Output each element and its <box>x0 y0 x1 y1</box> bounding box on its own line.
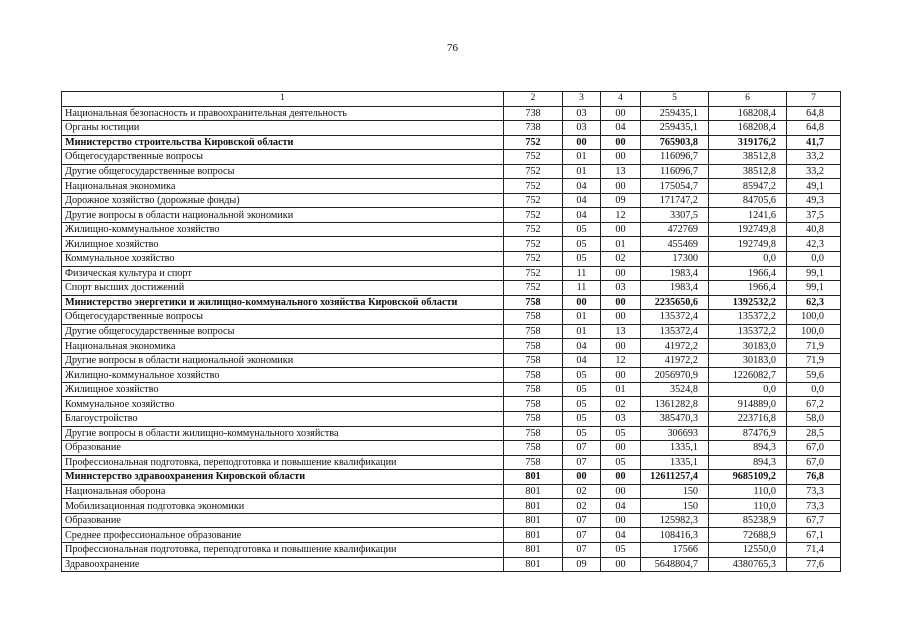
row-plan-cell: 116096,7 <box>641 164 709 179</box>
row-percent-cell: 49,3 <box>787 193 841 208</box>
row-actual-cell: 110,0 <box>709 499 787 514</box>
row-section-cell: 01 <box>563 324 601 339</box>
row-section-cell: 04 <box>563 193 601 208</box>
row-name-cell: Жилищно-коммунальное хозяйство <box>62 368 504 383</box>
row-subsection-cell: 01 <box>601 382 641 397</box>
table-row <box>62 106 841 121</box>
row-name-cell: Профессиональная подготовка, переподготовка и повышение квалификации <box>62 542 504 557</box>
table-header-row <box>62 92 841 107</box>
row-section-cell: 01 <box>563 164 601 179</box>
row-section-cell: 05 <box>563 426 601 441</box>
row-percent-cell: 100,0 <box>787 324 841 339</box>
row-percent-cell: 100,0 <box>787 310 841 325</box>
row-plan-cell: 259435,1 <box>641 106 709 121</box>
row-section-cell: 09 <box>563 557 601 572</box>
row-code-cell: 758 <box>504 353 563 368</box>
row-plan-cell: 2235650,6 <box>641 295 709 310</box>
row-code-cell: 752 <box>504 222 563 237</box>
row-name-cell: Физическая культура и спорт <box>62 266 504 281</box>
row-subsection-cell: 02 <box>601 397 641 412</box>
header-cell: 6 <box>709 92 787 107</box>
table-row <box>62 513 841 528</box>
row-subsection-cell: 05 <box>601 426 641 441</box>
row-percent-cell: 99,1 <box>787 281 841 296</box>
row-percent-cell: 67,2 <box>787 397 841 412</box>
row-percent-cell: 73,3 <box>787 499 841 514</box>
table-row <box>62 455 841 470</box>
row-name-cell: Мобилизационная подготовка экономики <box>62 499 504 514</box>
row-name-cell: Благоустройство <box>62 412 504 427</box>
row-section-cell: 05 <box>563 237 601 252</box>
row-subsection-cell: 00 <box>601 441 641 456</box>
row-percent-cell: 67,1 <box>787 528 841 543</box>
row-plan-cell: 116096,7 <box>641 150 709 165</box>
row-actual-cell: 84705,6 <box>709 193 787 208</box>
row-code-cell: 752 <box>504 252 563 267</box>
row-percent-cell: 42,3 <box>787 237 841 252</box>
row-code-cell: 752 <box>504 266 563 281</box>
row-percent-cell: 37,5 <box>787 208 841 223</box>
table-row <box>62 266 841 281</box>
row-subsection-cell: 00 <box>601 150 641 165</box>
row-plan-cell: 472769 <box>641 222 709 237</box>
row-code-cell: 758 <box>504 455 563 470</box>
row-subsection-cell: 01 <box>601 237 641 252</box>
row-section-cell: 04 <box>563 179 601 194</box>
row-name-cell: Образование <box>62 441 504 456</box>
row-section-cell: 04 <box>563 353 601 368</box>
row-name-cell: Жилищное хозяйство <box>62 382 504 397</box>
row-plan-cell: 12611257,4 <box>641 470 709 485</box>
table-row <box>62 135 841 150</box>
row-code-cell: 758 <box>504 397 563 412</box>
row-percent-cell: 64,8 <box>787 106 841 121</box>
row-percent-cell: 28,5 <box>787 426 841 441</box>
header-cell: 3 <box>563 92 601 107</box>
row-name-cell: Министерство строительства Кировской области <box>62 135 504 150</box>
row-actual-cell: 1392532,2 <box>709 295 787 310</box>
table-row <box>62 412 841 427</box>
row-code-cell: 758 <box>504 412 563 427</box>
row-code-cell: 758 <box>504 339 563 354</box>
row-subsection-cell: 04 <box>601 121 641 136</box>
row-plan-cell: 765903,8 <box>641 135 709 150</box>
row-subsection-cell: 02 <box>601 252 641 267</box>
table-row <box>62 499 841 514</box>
row-plan-cell: 175054,7 <box>641 179 709 194</box>
row-section-cell: 03 <box>563 106 601 121</box>
row-code-cell: 801 <box>504 513 563 528</box>
row-subsection-cell: 12 <box>601 353 641 368</box>
row-subsection-cell: 00 <box>601 135 641 150</box>
row-name-cell: Общегосударственные вопросы <box>62 310 504 325</box>
row-section-cell: 03 <box>563 121 601 136</box>
row-percent-cell: 0,0 <box>787 382 841 397</box>
row-plan-cell: 135372,4 <box>641 310 709 325</box>
row-code-cell: 758 <box>504 310 563 325</box>
table-row <box>62 557 841 572</box>
row-subsection-cell: 09 <box>601 193 641 208</box>
row-plan-cell: 17566 <box>641 542 709 557</box>
row-plan-cell: 41972,2 <box>641 353 709 368</box>
row-section-cell: 04 <box>563 208 601 223</box>
row-plan-cell: 1335,1 <box>641 441 709 456</box>
row-percent-cell: 77,6 <box>787 557 841 572</box>
row-code-cell: 801 <box>504 542 563 557</box>
row-section-cell: 05 <box>563 412 601 427</box>
table-row <box>62 121 841 136</box>
row-subsection-cell: 00 <box>601 513 641 528</box>
row-subsection-cell: 05 <box>601 542 641 557</box>
row-plan-cell: 150 <box>641 499 709 514</box>
row-name-cell: Среднее профессиональное образование <box>62 528 504 543</box>
row-section-cell: 07 <box>563 513 601 528</box>
row-percent-cell: 40,8 <box>787 222 841 237</box>
row-section-cell: 00 <box>563 470 601 485</box>
row-plan-cell: 5648804,7 <box>641 557 709 572</box>
table-row <box>62 252 841 267</box>
table-row <box>62 528 841 543</box>
table-row <box>62 310 841 325</box>
row-section-cell: 02 <box>563 499 601 514</box>
row-percent-cell: 99,1 <box>787 266 841 281</box>
table-row <box>62 193 841 208</box>
table-row <box>62 164 841 179</box>
row-code-cell: 758 <box>504 324 563 339</box>
table-row <box>62 353 841 368</box>
row-code-cell: 758 <box>504 382 563 397</box>
row-percent-cell: 64,8 <box>787 121 841 136</box>
row-code-cell: 801 <box>504 557 563 572</box>
row-code-cell: 758 <box>504 441 563 456</box>
row-section-cell: 05 <box>563 222 601 237</box>
row-code-cell: 801 <box>504 499 563 514</box>
row-subsection-cell: 12 <box>601 208 641 223</box>
row-subsection-cell: 00 <box>601 179 641 194</box>
header-cell: 7 <box>787 92 841 107</box>
row-plan-cell: 135372,4 <box>641 324 709 339</box>
table-row <box>62 324 841 339</box>
row-name-cell: Здравоохранение <box>62 557 504 572</box>
row-actual-cell: 135372,2 <box>709 310 787 325</box>
row-actual-cell: 1966,4 <box>709 266 787 281</box>
row-name-cell: Другие общегосударственные вопросы <box>62 164 504 179</box>
row-percent-cell: 67,0 <box>787 455 841 470</box>
row-name-cell: Министерство энергетики и жилищно-коммунального хозяйства Кировской области <box>62 295 504 310</box>
row-name-cell: Коммунальное хозяйство <box>62 397 504 412</box>
row-actual-cell: 319176,2 <box>709 135 787 150</box>
row-section-cell: 07 <box>563 441 601 456</box>
row-name-cell: Спорт высших достижений <box>62 281 504 296</box>
row-subsection-cell: 00 <box>601 310 641 325</box>
row-percent-cell: 71,4 <box>787 542 841 557</box>
row-code-cell: 752 <box>504 164 563 179</box>
row-section-cell: 05 <box>563 368 601 383</box>
row-percent-cell: 33,2 <box>787 164 841 179</box>
row-percent-cell: 67,7 <box>787 513 841 528</box>
row-section-cell: 04 <box>563 339 601 354</box>
row-percent-cell: 62,3 <box>787 295 841 310</box>
row-actual-cell: 72688,9 <box>709 528 787 543</box>
row-subsection-cell: 13 <box>601 324 641 339</box>
row-actual-cell: 894,3 <box>709 455 787 470</box>
row-code-cell: 801 <box>504 470 563 485</box>
row-section-cell: 00 <box>563 135 601 150</box>
row-name-cell: Национальная безопасность и правоохранительная деятельность <box>62 106 504 121</box>
row-subsection-cell: 00 <box>601 368 641 383</box>
row-actual-cell: 135372,2 <box>709 324 787 339</box>
budget-table <box>61 91 841 572</box>
header-cell: 5 <box>641 92 709 107</box>
row-name-cell: Национальная оборона <box>62 484 504 499</box>
row-actual-cell: 192749,8 <box>709 222 787 237</box>
table-row <box>62 470 841 485</box>
row-subsection-cell: 03 <box>601 281 641 296</box>
header-cell: 2 <box>504 92 563 107</box>
row-section-cell: 02 <box>563 484 601 499</box>
row-code-cell: 752 <box>504 193 563 208</box>
table-row <box>62 339 841 354</box>
row-code-cell: 738 <box>504 121 563 136</box>
row-plan-cell: 306693 <box>641 426 709 441</box>
row-name-cell: Другие вопросы в области жилищно-коммунального хозяйства <box>62 426 504 441</box>
table-row <box>62 542 841 557</box>
row-actual-cell: 0,0 <box>709 382 787 397</box>
row-subsection-cell: 00 <box>601 470 641 485</box>
row-percent-cell: 33,2 <box>787 150 841 165</box>
row-name-cell: Жилищное хозяйство <box>62 237 504 252</box>
row-percent-cell: 0,0 <box>787 252 841 267</box>
row-subsection-cell: 00 <box>601 557 641 572</box>
row-percent-cell: 58,0 <box>787 412 841 427</box>
row-code-cell: 738 <box>504 106 563 121</box>
row-actual-cell: 38512,8 <box>709 164 787 179</box>
row-code-cell: 752 <box>504 237 563 252</box>
row-percent-cell: 41,7 <box>787 135 841 150</box>
row-actual-cell: 12550,0 <box>709 542 787 557</box>
row-actual-cell: 1226082,7 <box>709 368 787 383</box>
row-section-cell: 01 <box>563 310 601 325</box>
row-plan-cell: 1983,4 <box>641 281 709 296</box>
row-actual-cell: 110,0 <box>709 484 787 499</box>
row-actual-cell: 894,3 <box>709 441 787 456</box>
row-percent-cell: 67,0 <box>787 441 841 456</box>
table-row <box>62 150 841 165</box>
row-plan-cell: 259435,1 <box>641 121 709 136</box>
row-subsection-cell: 00 <box>601 266 641 281</box>
row-actual-cell: 38512,8 <box>709 150 787 165</box>
table-row <box>62 441 841 456</box>
row-actual-cell: 85238,9 <box>709 513 787 528</box>
row-code-cell: 752 <box>504 135 563 150</box>
row-section-cell: 01 <box>563 150 601 165</box>
row-name-cell: Другие общегосударственные вопросы <box>62 324 504 339</box>
row-code-cell: 801 <box>504 528 563 543</box>
row-subsection-cell: 03 <box>601 412 641 427</box>
row-plan-cell: 1361282,8 <box>641 397 709 412</box>
row-section-cell: 11 <box>563 266 601 281</box>
row-percent-cell: 73,3 <box>787 484 841 499</box>
table-row <box>62 281 841 296</box>
row-section-cell: 00 <box>563 295 601 310</box>
row-actual-cell: 9685109,2 <box>709 470 787 485</box>
row-section-cell: 07 <box>563 528 601 543</box>
row-actual-cell: 223716,8 <box>709 412 787 427</box>
row-name-cell: Другие вопросы в области национальной экономики <box>62 353 504 368</box>
row-code-cell: 758 <box>504 426 563 441</box>
row-section-cell: 07 <box>563 455 601 470</box>
row-name-cell: Общегосударственные вопросы <box>62 150 504 165</box>
row-actual-cell: 192749,8 <box>709 237 787 252</box>
row-plan-cell: 3524,8 <box>641 382 709 397</box>
row-actual-cell: 1966,4 <box>709 281 787 296</box>
row-code-cell: 752 <box>504 208 563 223</box>
row-subsection-cell: 00 <box>601 222 641 237</box>
page-number: 76 <box>447 42 458 54</box>
row-subsection-cell: 00 <box>601 339 641 354</box>
row-code-cell: 752 <box>504 150 563 165</box>
row-actual-cell: 87476,9 <box>709 426 787 441</box>
table-row <box>62 484 841 499</box>
row-percent-cell: 76,8 <box>787 470 841 485</box>
row-section-cell: 07 <box>563 542 601 557</box>
row-section-cell: 05 <box>563 382 601 397</box>
row-plan-cell: 17300 <box>641 252 709 267</box>
header-cell: 1 <box>62 92 504 107</box>
table-row <box>62 397 841 412</box>
row-name-cell: Национальная экономика <box>62 339 504 354</box>
header-cell: 4 <box>601 92 641 107</box>
table-row <box>62 237 841 252</box>
row-percent-cell: 71,9 <box>787 353 841 368</box>
table-row <box>62 179 841 194</box>
row-subsection-cell: 05 <box>601 455 641 470</box>
row-section-cell: 05 <box>563 252 601 267</box>
row-plan-cell: 171747,2 <box>641 193 709 208</box>
table-row <box>62 222 841 237</box>
row-name-cell: Другие вопросы в области национальной экономики <box>62 208 504 223</box>
table-row <box>62 295 841 310</box>
table-row <box>62 368 841 383</box>
row-subsection-cell: 00 <box>601 295 641 310</box>
row-name-cell: Органы юстиции <box>62 121 504 136</box>
row-plan-cell: 3307,5 <box>641 208 709 223</box>
row-name-cell: Дорожное хозяйство (дорожные фонды) <box>62 193 504 208</box>
row-percent-cell: 49,1 <box>787 179 841 194</box>
row-subsection-cell: 00 <box>601 484 641 499</box>
row-code-cell: 758 <box>504 295 563 310</box>
row-section-cell: 05 <box>563 397 601 412</box>
row-section-cell: 11 <box>563 281 601 296</box>
row-name-cell: Профессиональная подготовка, переподготовка и повышение квалификации <box>62 455 504 470</box>
row-plan-cell: 150 <box>641 484 709 499</box>
table-row <box>62 382 841 397</box>
row-actual-cell: 30183,0 <box>709 353 787 368</box>
row-plan-cell: 1335,1 <box>641 455 709 470</box>
row-code-cell: 758 <box>504 368 563 383</box>
row-subsection-cell: 00 <box>601 106 641 121</box>
row-subsection-cell: 04 <box>601 528 641 543</box>
row-actual-cell: 30183,0 <box>709 339 787 354</box>
row-name-cell: Жилищно-коммунальное хозяйство <box>62 222 504 237</box>
row-actual-cell: 1241,6 <box>709 208 787 223</box>
row-plan-cell: 108416,3 <box>641 528 709 543</box>
row-plan-cell: 1983,4 <box>641 266 709 281</box>
row-name-cell: Министерство здравоохранения Кировской области <box>62 470 504 485</box>
row-subsection-cell: 04 <box>601 499 641 514</box>
row-subsection-cell: 13 <box>601 164 641 179</box>
row-name-cell: Коммунальное хозяйство <box>62 252 504 267</box>
row-name-cell: Национальная экономика <box>62 179 504 194</box>
row-plan-cell: 385470,3 <box>641 412 709 427</box>
row-percent-cell: 71,9 <box>787 339 841 354</box>
row-actual-cell: 85947,2 <box>709 179 787 194</box>
row-actual-cell: 914889,0 <box>709 397 787 412</box>
row-code-cell: 752 <box>504 281 563 296</box>
row-actual-cell: 4380765,3 <box>709 557 787 572</box>
row-percent-cell: 59,6 <box>787 368 841 383</box>
row-actual-cell: 168208,4 <box>709 121 787 136</box>
row-code-cell: 752 <box>504 179 563 194</box>
table-row <box>62 426 841 441</box>
row-plan-cell: 125982,3 <box>641 513 709 528</box>
row-code-cell: 801 <box>504 484 563 499</box>
row-name-cell: Образование <box>62 513 504 528</box>
row-plan-cell: 2056970,9 <box>641 368 709 383</box>
row-plan-cell: 41972,2 <box>641 339 709 354</box>
table-row <box>62 208 841 223</box>
row-actual-cell: 168208,4 <box>709 106 787 121</box>
row-plan-cell: 455469 <box>641 237 709 252</box>
row-actual-cell: 0,0 <box>709 252 787 267</box>
